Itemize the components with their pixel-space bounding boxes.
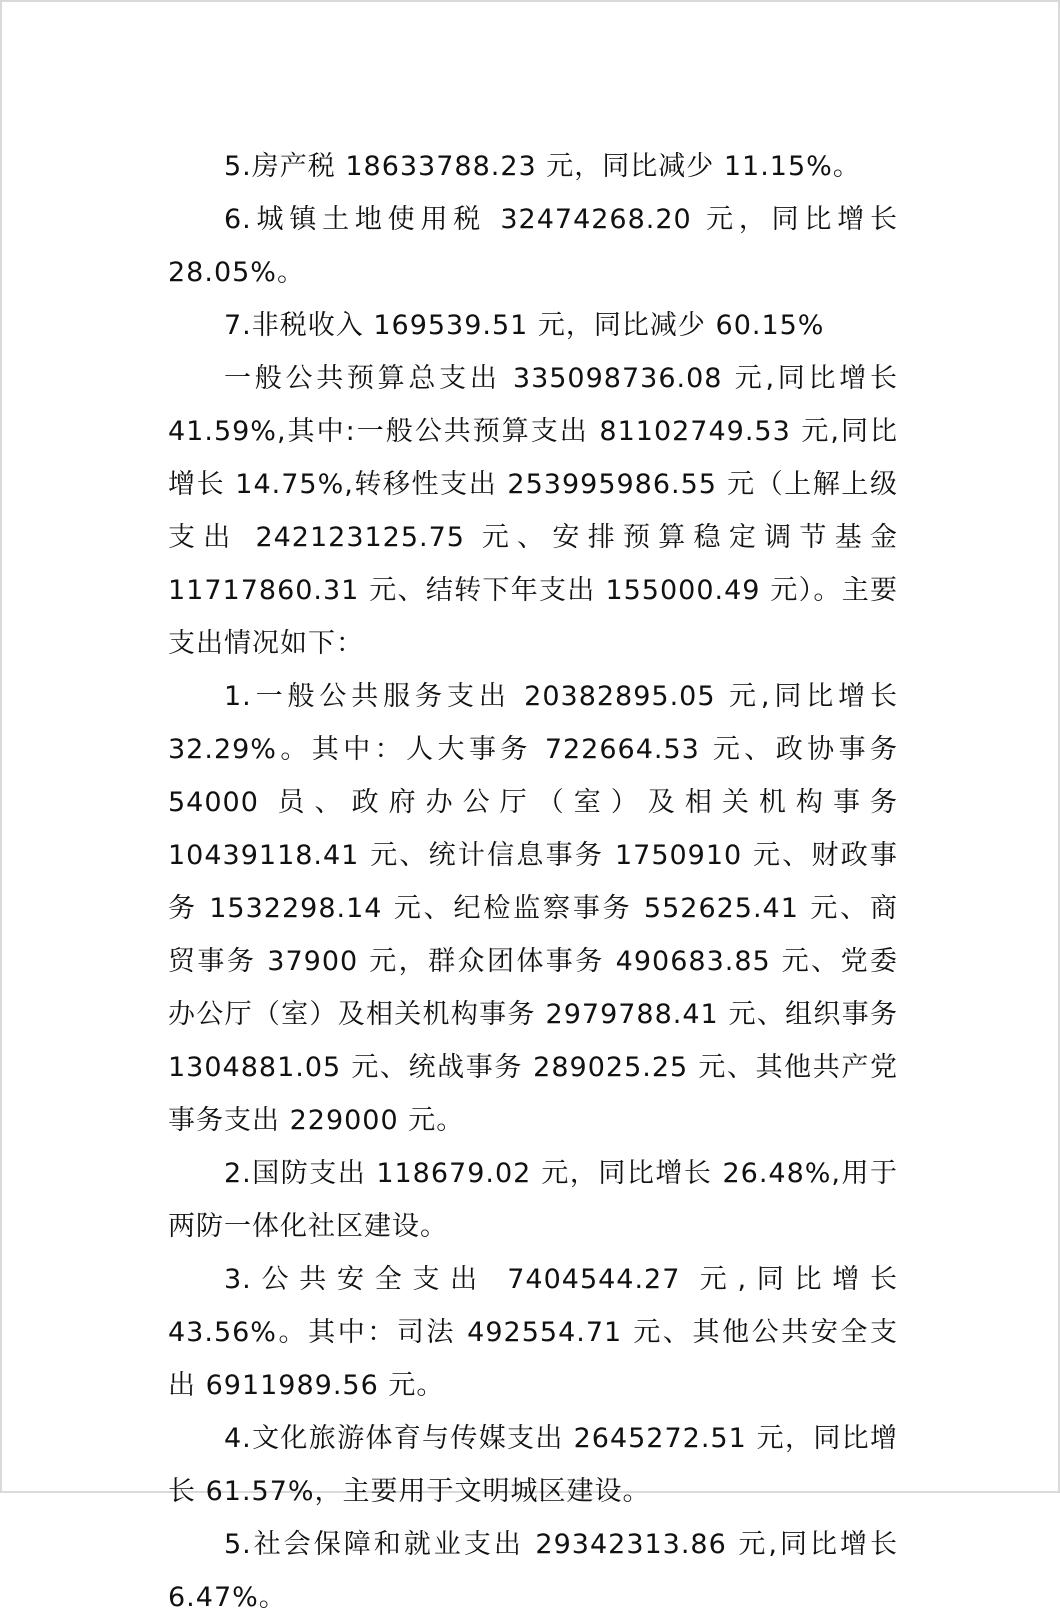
- paragraph-land-use-tax: 6.城镇土地使用税 32474268.20 元，同比增长 28.05%。: [168, 204, 898, 288]
- paragraph-public-security: 3.公共安全支出 7404544.27 元,同比增长 43.56%。其中：司法 492554.71 元、其他公共安全支出 6911989.56 元。: [168, 1264, 898, 1401]
- document-body: [168, 140, 898, 1624]
- paragraph-property-tax: 5.房产税 18633788.23 元，同比减少 11.15%。: [224, 151, 861, 182]
- paragraph-general-public-services: 1.一般公共服务支出 20382895.05 元,同比增长 32.29%。其中：人大事务 722664.53 元、政协事务 54000 员、政府办公厅（室）及相关机构事务 10439118.41 元、统计信息事务 1750910 元、财政事务 1532298.14 元、纪检监察事务 552625.41 元、商贸事务 37900 元，群众团体事务 490683.85 元、党委办公厅（室）及相关机构事务 2979788.41 元、组织事务 1304881.05 元、统战事务 289025.25 元、其他共产党事务支出 229000 元。: [168, 681, 898, 1136]
- paragraph-non-tax-revenue: 7.非税收入 169539.51 元，同比减少 60.15%: [224, 310, 825, 341]
- paragraph-total-expenditure: 一般公共预算总支出 335098736.08 元,同比增长 41.59%,其中:一般公共预算支出 81102749.53 元,同比增长 14.75%,转移性支出 253995986.55 元（上解上级支出 242123125.75 元、安排预算稳定调节基金 11717860.31 元、结转下年支出 155000.49 元）。主要支出情况如下：: [168, 363, 898, 659]
- paragraph-national-defense: 2.国防支出 118679.02 元，同比增长 26.48%,用于两防一体化社区建设。: [168, 1158, 898, 1242]
- paragraph-culture-tourism: 4.文化旅游体育与传媒支出 2645272.51 元，同比增长 61.57%，主要用于文明城区建设。: [168, 1423, 898, 1507]
- paragraph-social-security: 5.社会保障和就业支出 29342313.86 元,同比增长 6.47%。: [168, 1529, 898, 1613]
